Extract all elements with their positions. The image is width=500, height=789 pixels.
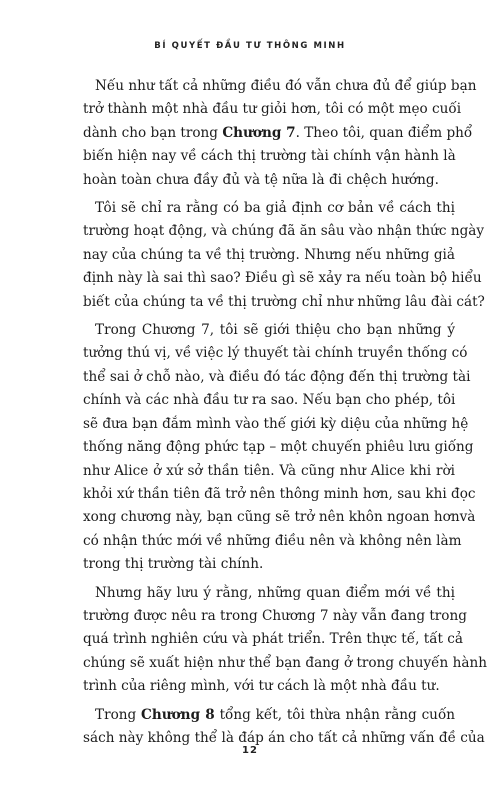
text-run: thể sai ở chỗ nào, và điều đó tác động đến thị trường tài — [83, 368, 471, 385]
text-line — [83, 122, 473, 145]
text-run: trình của riêng mình, với tư cách là một nhà đầu tư. — [83, 678, 440, 695]
text-run: hoàn toàn chưa đầy đủ và tệ nữa là đi chệch hướng. — [83, 171, 439, 188]
text-line — [83, 628, 464, 651]
text-line — [83, 75, 477, 98]
text-run: khỏi xứ thần tiên đã trở nên thông minh hơn, sau khi đọc — [83, 485, 476, 502]
text-run: xong chương này, bạn cũng sẽ trở nên khôn ngoan hơnvà — [83, 509, 476, 526]
text-line — [83, 244, 455, 267]
text-run: định này là sai thì sao? Điều gì sẽ xảy ra nếu toàn bộ hiểu — [83, 270, 482, 287]
text-line — [83, 197, 455, 220]
page-number: 12 — [242, 745, 258, 756]
text-line — [83, 98, 462, 121]
text-line — [83, 145, 455, 168]
text-line — [83, 582, 455, 605]
text-run: . Theo tôi, quan điểm phổ — [295, 124, 473, 141]
text-run: Trong Chương 7, tôi sẽ giới thiệu cho bạn những ý — [95, 322, 455, 339]
text-line — [83, 366, 471, 389]
text-run: sách này không thể là đáp án cho tất cả những vấn đề của — [83, 729, 485, 746]
text-line — [83, 605, 467, 628]
text-run: trường được nêu ra trong Chương 7 này vẫn đang trong — [83, 607, 467, 624]
text-line — [83, 652, 487, 675]
text-run: trong thị trường tài chính. — [83, 556, 264, 573]
text-run: tổng kết, tôi thừa nhận rằng cuốn — [214, 706, 456, 723]
text-run: biết của chúng ta về thị trường chỉ như những lâu đài cát? — [83, 293, 485, 310]
text-run: quá trình nghiên cứu và phát triển. Trên thực tế, tất cả — [83, 631, 464, 648]
text-line — [83, 169, 455, 192]
text-run: trở thành một nhà đầu tư giỏi hơn, tôi có một mẹo cuối — [83, 101, 462, 118]
text-run: Nhưng hãy lưu ý rằng, những quan điểm mới về thị — [95, 584, 455, 601]
paragraph — [83, 319, 476, 576]
text-run: Trong — [95, 706, 142, 723]
paragraph — [83, 704, 485, 751]
paragraph — [83, 75, 477, 192]
text-run: biến hiện nay về cách thị trường tài chính vận hành là — [83, 148, 456, 165]
text-line — [83, 483, 476, 506]
text-line — [83, 342, 468, 365]
text-line — [83, 675, 455, 698]
text-run: dành cho bạn trong — [83, 124, 223, 141]
text-line — [83, 319, 455, 342]
text-run: Nếu như tất cả những điều đó vẫn chưa đủ để giúp bạn — [95, 78, 477, 94]
text-line — [83, 413, 469, 436]
text-run: chính và các nhà đầu tư ra sao. Nếu bạn cho phép, tôi — [83, 392, 456, 409]
text-run: có nhận thức mới về những điều nên và không nên làm — [83, 532, 462, 549]
chapter-reference: Chương 7 — [222, 124, 296, 141]
text-line — [83, 267, 482, 290]
text-line — [83, 530, 462, 553]
paragraph — [83, 582, 487, 699]
text-run: chúng sẽ xuất hiện như thể bạn đang ở trong chuyến hành — [83, 654, 487, 671]
running-header: BÍ QUYẾT ĐẦU TƯ THÔNG MINH — [154, 41, 346, 51]
paragraph — [83, 197, 485, 314]
text-line — [83, 553, 455, 576]
text-line — [83, 291, 485, 314]
text-run: Tôi sẽ chỉ ra rằng có ba giả định cơ bản về cách thị — [95, 200, 455, 217]
text-run: nay của chúng ta về thị trường. Nhưng nếu những giả — [83, 246, 455, 263]
text-line — [83, 436, 474, 459]
text-line — [83, 704, 455, 727]
text-line — [83, 506, 476, 529]
text-line — [83, 389, 455, 412]
text-run: tưởng thú vị, về việc lý thuyết tài chính truyền thống có — [83, 345, 468, 362]
text-run: thống năng động phức tạp – một chuyến phiêu lưu giống — [83, 439, 474, 456]
text-line — [83, 460, 455, 483]
text-line — [83, 220, 485, 243]
text-run: sẽ đưa bạn đắm mình vào thế giới kỳ diệu của những hệ — [83, 415, 469, 432]
body-text — [83, 75, 487, 755]
text-run: trường hoạt động, và chúng đã ăn sâu vào nhận thức ngày — [83, 223, 485, 240]
text-run: như Alice ở xứ sở thần tiên. Và cũng như Alice khi rời — [83, 462, 455, 479]
chapter-reference: Chương 8 — [141, 706, 215, 723]
